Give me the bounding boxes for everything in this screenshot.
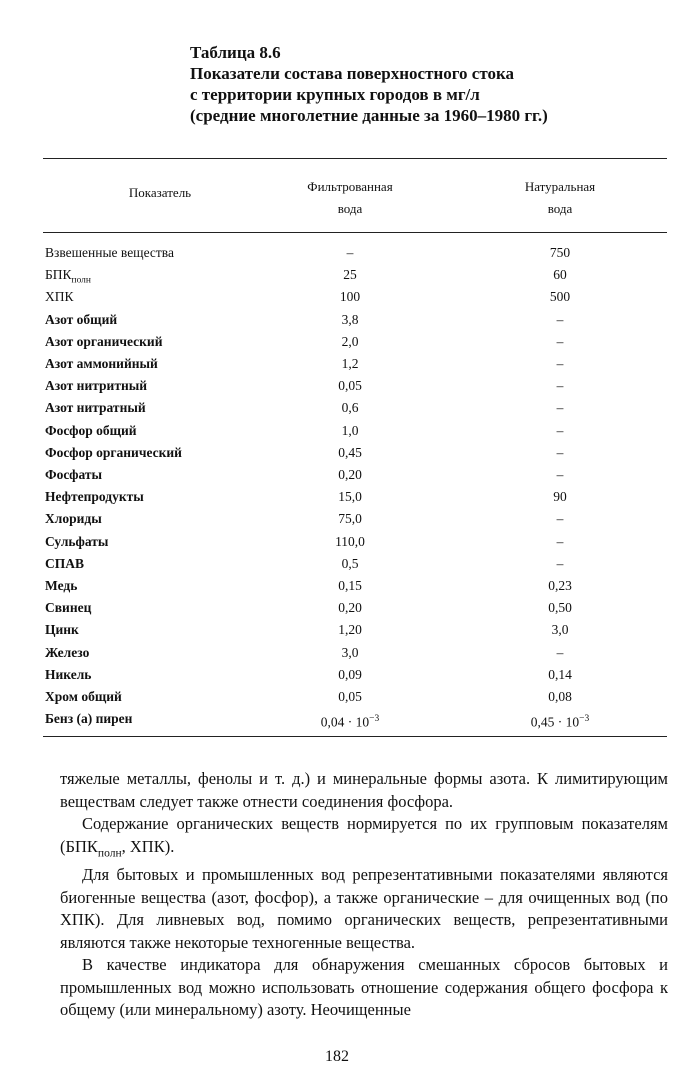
natural-value-cell (500, 420, 620, 442)
natural-value: – (556, 400, 564, 416)
filtered-value-cell (290, 397, 410, 419)
filtered-value-cell (290, 375, 410, 397)
table-row (0, 508, 674, 530)
table-row (0, 619, 674, 641)
filtered-value: 0,45 (338, 444, 362, 460)
filtered-value-cell (290, 619, 410, 641)
filtered-value: 0,09 (338, 666, 362, 682)
filtered-value-cell (290, 486, 410, 508)
indicator-name: Азот аммонийный (45, 356, 158, 371)
table-row (0, 553, 674, 575)
natural-value-cell (500, 642, 620, 664)
table-row (0, 309, 674, 331)
paragraph-3: Для бытовых и промышленных вод репрезентативными показателями являются биогенные вещества (азот, фосфор), а также органические – для очищенных вод (по ХПК). Для ливневых вод, помимо органических веществ, репрезентативными являются также некоторые техногенные вещества. (60, 865, 668, 952)
table-row (0, 442, 674, 464)
filtered-value: 2,0 (341, 333, 359, 349)
indicator-name: Нефтепродукты (45, 489, 144, 505)
paragraph-2 (60, 813, 668, 864)
indicator-name: Медь (45, 578, 78, 593)
natural-value-cell (500, 664, 620, 686)
filtered-value: 110,0 (335, 533, 365, 549)
indicator-cell (45, 442, 182, 464)
natural-value: 60 (553, 267, 567, 283)
indicator-cell (45, 575, 77, 597)
filtered-value-cell (290, 264, 410, 286)
header-indicator: Показатель (128, 185, 192, 200)
natural-value-cell (500, 464, 620, 486)
table-header-rule (43, 232, 667, 233)
indicator-cell (45, 286, 74, 308)
filtered-value: 0,05 (338, 378, 362, 394)
indicator-name: Фосфор общий (45, 422, 137, 438)
filtered-value: 0,20 (338, 600, 362, 616)
natural-value-cell (500, 597, 620, 619)
filtered-value-cell (290, 420, 410, 442)
indicator-name: Хлориды (45, 511, 102, 527)
filtered-value: 0,15 (338, 578, 362, 593)
natural-value-cell (500, 264, 620, 286)
natural-value-cell (500, 286, 620, 308)
filtered-value-cell (290, 708, 410, 734)
table-row (0, 242, 674, 264)
paragraph-4: В качестве индикатора для обнаружения смешанных сбросов бытовых и промышленных вод можно использовать отношение содержания общего фосфора к общему (или минеральному) азоту. Неочищенные (60, 955, 668, 1020)
body-text (60, 768, 668, 1022)
indicator-name: Азот нитратный (45, 400, 146, 416)
natural-value-cell (500, 619, 620, 641)
natural-value: – (556, 511, 564, 527)
filtered-exponent: −3 (369, 714, 380, 725)
natural-value-cell (500, 508, 620, 530)
natural-value: – (556, 644, 564, 660)
filtered-value: 0,04 · 10 (320, 714, 370, 730)
filtered-value-cell (290, 531, 410, 553)
natural-value: 0,50 (548, 600, 572, 616)
indicator-name: Свинец (45, 600, 92, 616)
filtered-value-cell (290, 353, 410, 375)
paragraph-2-subscript: полн (97, 846, 122, 859)
filtered-value-cell (290, 553, 410, 575)
indicator-name: ХПК (45, 289, 74, 305)
filtered-value-cell (290, 242, 410, 264)
natural-value: – (556, 444, 564, 460)
table-top-rule (43, 158, 667, 159)
natural-value: 750 (549, 245, 571, 260)
table-title-line-2: с территории крупных городов в мг/л (190, 85, 480, 104)
indicator-name: Азот общий (45, 311, 118, 327)
natural-value-cell (500, 531, 620, 553)
indicator-cell (45, 464, 102, 486)
indicator-cell (45, 397, 146, 419)
filtered-value: 25 (343, 267, 357, 283)
natural-value: – (556, 467, 564, 482)
filtered-value: 100 (339, 289, 361, 305)
filtered-value-cell (290, 309, 410, 331)
indicator-name: Сульфаты (45, 533, 109, 549)
natural-value-cell (500, 375, 620, 397)
table-row (0, 375, 674, 397)
indicator-cell (45, 486, 144, 508)
natural-value-cell (500, 309, 620, 331)
table-row (0, 264, 674, 286)
table-row (0, 331, 674, 353)
natural-value-cell (500, 553, 620, 575)
table-title-line-1: Показатели состава поверхностного стока (190, 64, 515, 83)
filtered-value-cell (290, 642, 410, 664)
paragraph-1: тяжелые металлы, фенолы и т. д.) и минеральные формы азота. К лимитирующим веществам следует также отнести соединения фосфора. (60, 769, 668, 811)
indicator-name: Азот органический (45, 333, 163, 349)
indicator-name: Взвешенные вещества (45, 245, 174, 260)
indicator-name: Хром общий (45, 689, 122, 704)
filtered-value: 15,0 (338, 489, 362, 505)
filtered-value: 0,5 (341, 555, 359, 571)
indicator-cell (45, 242, 174, 264)
natural-value-cell (500, 442, 620, 464)
filtered-value: 1,0 (341, 422, 359, 438)
table-row (0, 286, 674, 308)
table-row (0, 420, 674, 442)
filtered-value-cell (290, 331, 410, 353)
natural-value: – (556, 555, 564, 571)
header-natural-line-1: Натуральная (524, 179, 596, 194)
table-row (0, 464, 674, 486)
filtered-value-cell (290, 286, 410, 308)
filtered-value-cell (290, 575, 410, 597)
indicator-subscript: полн (71, 275, 91, 286)
indicator-cell (45, 619, 79, 641)
natural-exponent: −3 (579, 714, 590, 725)
filtered-value: – (346, 245, 354, 260)
header-filtered-line-2: вода (337, 201, 363, 216)
table-row (0, 397, 674, 419)
filtered-value-cell (290, 597, 410, 619)
header-filtered-line-1: Фильтрованная (307, 179, 393, 194)
table-number: Таблица 8.6 (190, 43, 281, 62)
filtered-value-cell (290, 664, 410, 686)
indicator-name: Железо (45, 644, 90, 660)
indicator-cell (45, 309, 117, 331)
filtered-value-cell (290, 464, 410, 486)
indicator-cell (45, 642, 89, 664)
filtered-value-cell (290, 686, 410, 708)
header-natural-water (500, 176, 620, 220)
natural-value: – (556, 533, 564, 549)
table-row (0, 708, 674, 730)
natural-value-cell (500, 708, 620, 734)
indicator-cell (45, 664, 91, 686)
indicator-name: Фосфаты (45, 467, 103, 482)
table-row (0, 575, 674, 597)
natural-value-cell (500, 353, 620, 375)
indicator-cell (45, 686, 122, 708)
indicator-name: Бенз (а) пирен (45, 711, 133, 727)
table-row (0, 486, 674, 508)
natural-value: – (556, 333, 564, 349)
indicator-cell (45, 375, 147, 397)
table-bottom-rule (43, 736, 667, 737)
table-row (0, 664, 674, 686)
natural-value-cell (500, 242, 620, 264)
header-filtered-water (290, 176, 410, 220)
table-row (0, 686, 674, 708)
natural-value: – (556, 422, 564, 438)
natural-value: – (556, 311, 564, 327)
table-row (0, 353, 674, 375)
indicator-cell (45, 331, 162, 353)
indicator-name: Никель (45, 666, 92, 682)
filtered-value: 0,20 (338, 467, 362, 482)
filtered-value: 0,6 (341, 400, 359, 416)
indicator-cell (45, 708, 132, 730)
natural-value-cell (500, 486, 620, 508)
filtered-value-cell (290, 508, 410, 530)
indicator-name: Фосфор органический (45, 444, 182, 460)
natural-value-cell (500, 686, 620, 708)
indicator-cell (45, 420, 137, 442)
paragraph-2-end: , ХПК). (121, 836, 175, 856)
table-caption (190, 42, 650, 126)
filtered-value: 3,0 (341, 644, 359, 660)
header-natural-line-2: вода (547, 201, 573, 216)
table-row (0, 531, 674, 553)
indicator-name: Цинк (45, 622, 79, 638)
page-number: 182 (325, 1048, 349, 1065)
paragraph-2-start: Содержание органических веществ нормируется по их групповым показателям (БПК (60, 814, 668, 856)
table-row (0, 642, 674, 664)
natural-value: – (556, 356, 564, 371)
indicator-cell (45, 508, 102, 530)
indicator-cell (45, 531, 108, 553)
natural-value: 0,23 (548, 578, 572, 593)
natural-value: 3,0 (551, 622, 569, 638)
natural-value-cell (500, 397, 620, 419)
natural-value: 0,45 · 10 (530, 714, 580, 730)
natural-value: 500 (549, 289, 571, 305)
table-row (0, 597, 674, 619)
filtered-value: 75,0 (338, 511, 362, 527)
indicator-cell (45, 597, 91, 619)
indicator-cell (45, 553, 84, 575)
indicator-cell (45, 353, 158, 375)
natural-value: 90 (553, 489, 567, 505)
indicator-name: БПК (45, 267, 72, 283)
natural-value-cell (500, 331, 620, 353)
filtered-value: 3,8 (341, 311, 359, 327)
natural-value-cell (500, 575, 620, 597)
filtered-value: 1,20 (338, 622, 362, 638)
indicator-name: Азот нитритный (45, 378, 148, 394)
table-title-line-3: (средние многолетние данные за 1960–1980 гг.) (190, 106, 548, 125)
indicator-name: СПАВ (45, 555, 85, 571)
filtered-value-cell (290, 442, 410, 464)
natural-value: 0,14 (548, 666, 572, 682)
natural-value: – (556, 378, 564, 394)
filtered-value: 0,05 (338, 689, 362, 704)
natural-value: 0,08 (548, 689, 572, 704)
filtered-value: 1,2 (341, 356, 359, 371)
